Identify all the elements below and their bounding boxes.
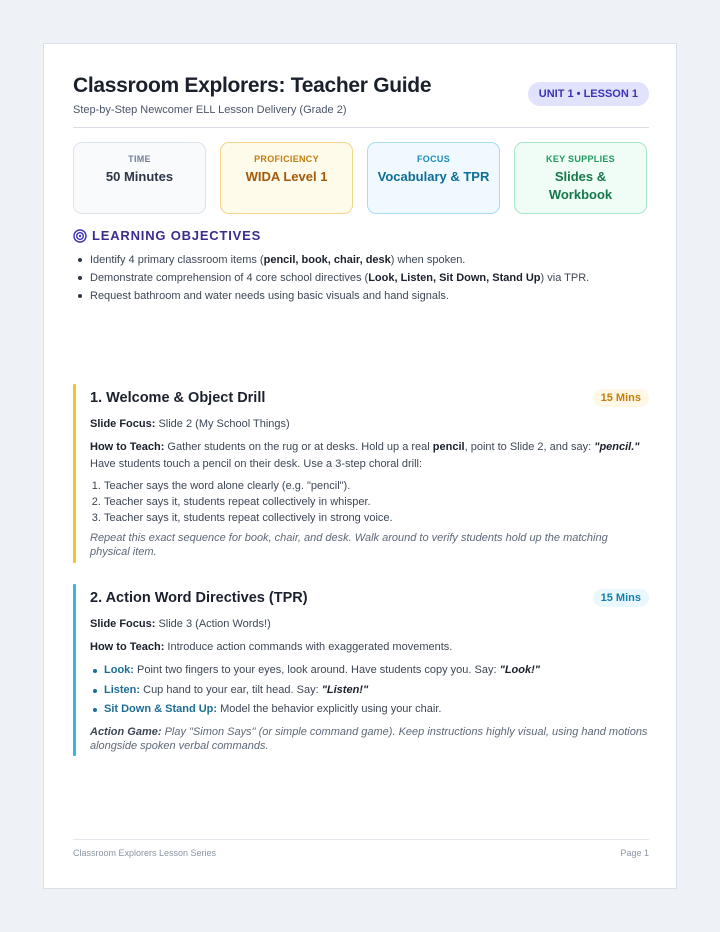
stat-label: TIME	[128, 154, 151, 164]
objectives-heading-text: LEARNING OBJECTIVES	[92, 228, 262, 243]
lesson-stats	[73, 142, 649, 214]
stat-label: KEY SUPPLIES	[546, 154, 615, 164]
stat-value-line: Workbook	[548, 187, 613, 202]
slide-focus: Slide Focus: Slide 2 (My School Things)	[90, 418, 290, 430]
objectives-list	[73, 251, 649, 305]
section-title: 1. Welcome & Object Drill	[90, 390, 266, 406]
page-subtitle: Step-by-Step Newcomer ELL Lesson Delivery (Grade 2)	[73, 104, 347, 116]
learning-objectives	[73, 228, 649, 305]
duration-badge: 15 Mins	[593, 589, 649, 607]
duration-badge: 15 Mins	[593, 389, 649, 407]
stat-value: Vocabulary & TPR	[377, 169, 490, 184]
stat-card-focus	[367, 142, 500, 214]
list-item: Demonstrate comprehension of 4 core school directives (Look, Listen, Sit Down, Stand Up) via TPR.	[73, 269, 649, 287]
section-title: 2. Action Word Directives (TPR)	[90, 590, 308, 606]
stat-card-supplies	[514, 142, 647, 214]
list-item: Request bathroom and water needs using basic visuals and hand signals.	[73, 287, 649, 305]
target-icon	[73, 229, 87, 243]
stat-label: FOCUS	[417, 154, 450, 164]
page-title: Classroom Explorers: Teacher Guide	[73, 74, 432, 97]
stat-value-line: Slides &	[554, 169, 607, 184]
section-welcome-object-drill	[73, 384, 649, 563]
stat-card-time	[73, 142, 206, 214]
unit-lesson-badge: UNIT 1 • LESSON 1	[528, 82, 649, 106]
stat-value: WIDA Level 1	[245, 169, 328, 184]
how-to-teach: How to Teach: Introduce action commands with exaggerated movements.	[90, 641, 453, 653]
list-item: Sit Down & Stand Up: Model the behavior explicitly using your chair.	[90, 700, 649, 720]
list-item: Identify 4 primary classroom items (pencil, book, chair, desk) when spoken.	[73, 251, 649, 269]
page-footer	[73, 839, 649, 858]
list-item: Look: Point two fingers to your eyes, look around. Have students copy you. Say: "Look!"	[90, 661, 649, 681]
list-item: 1. Teacher says the word alone clearly (e.g. "pencil").	[104, 478, 649, 494]
how-to-teach: How to Teach: Gather students on the rug or at desks. Hold up a real pencil, point to Slide 2, and say: "pencil." Have students touch a pencil on their desk. Use a 3-step choral drill:	[90, 441, 640, 470]
stat-value: 50 Minutes	[105, 169, 174, 184]
stat-card-proficiency	[220, 142, 353, 214]
stat-label: PROFICIENCY	[254, 154, 319, 164]
objectives-heading	[73, 228, 649, 243]
action-game-note: Action Game: Play "Simon Says" (or simple command game). Keep instructions highly visual, using hand motions alongside spoken verbal commands.	[90, 725, 648, 752]
list-item: 2. Teacher says it, students repeat collectively in whisper.	[104, 494, 649, 510]
list-item: 3. Teacher says it, students repeat collectively in strong voice.	[104, 510, 649, 526]
section-note: Repeat this exact sequence for book, chair, and desk. Walk around to verify students hold up the matching physical item.	[90, 532, 608, 558]
document-page	[43, 43, 677, 889]
page-number: Page 1	[620, 848, 649, 858]
slide-focus: Slide Focus: Slide 3 (Action Words!)	[90, 618, 271, 630]
list-item: Listen: Cup hand to your ear, tilt head. Say: "Listen!"	[90, 681, 649, 701]
action-words-list	[90, 661, 649, 720]
stat-value	[515, 168, 646, 204]
section-action-word-directives	[73, 584, 649, 756]
drill-steps	[90, 478, 649, 526]
page-header	[73, 74, 649, 128]
series-name: Classroom Explorers Lesson Series	[73, 848, 217, 858]
